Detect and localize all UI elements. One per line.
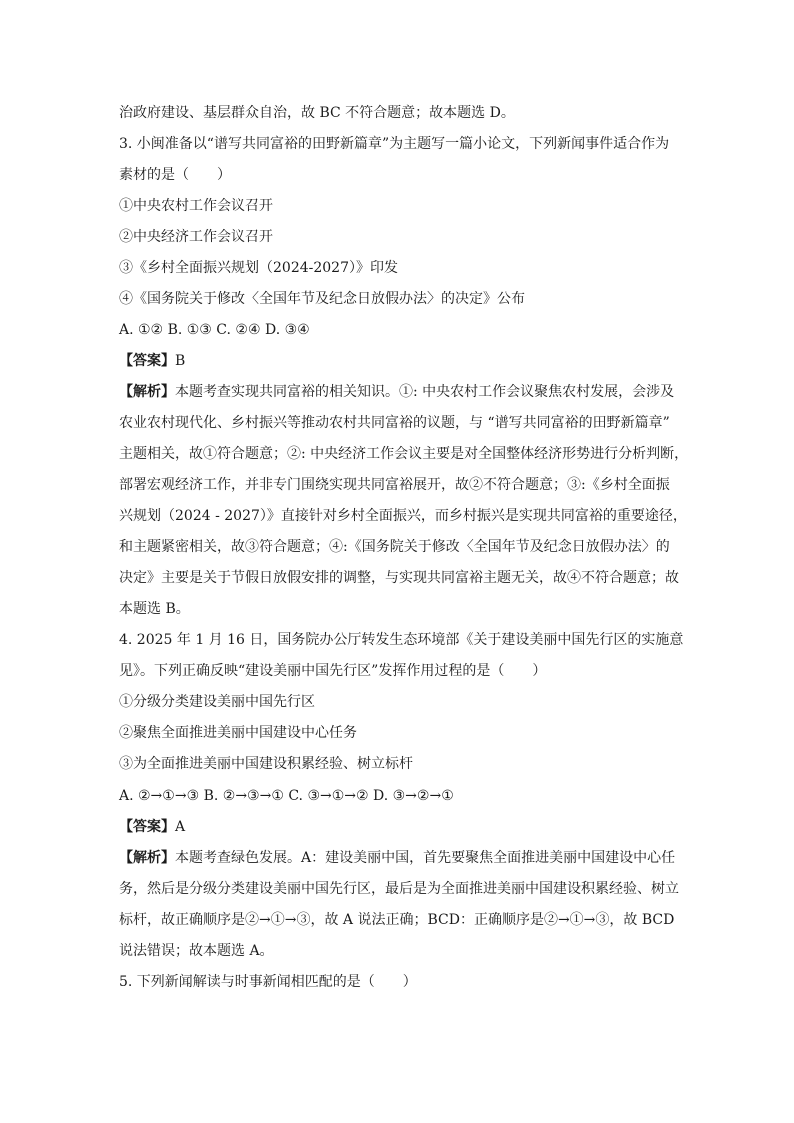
analysis-text: 本题考查实现共同富裕的相关知识。①: 中央农村工作会议聚焦农村发展，会涉及 [175, 384, 675, 400]
text-line: 标杆，故正确顺序是②→①→③，故 A 说法正确；BCD：正确顺序是②→①→③，故 BCD [119, 912, 675, 928]
option-item: ①中央农村工作会议召开 [119, 198, 273, 214]
analysis-label: 【解析】 [119, 850, 175, 866]
option-item: ④《国务院关于修改〈全国年节及纪念日放假办法〉的决定》公布 [119, 291, 525, 307]
text-line: 素材的是（ ） [119, 167, 231, 183]
question-5-stem: 5. 下列新闻解读与时事新闻相匹配的是（ ） [119, 974, 417, 990]
text-line: 见》。下列正确反映“建设美丽中国先行区”发挥作用过程的是（ ） [119, 663, 547, 679]
answer-line [119, 351, 679, 371]
text-line: 治政府建设、基层群众自治，故 BC 不符合题意；故本题选 D。 [119, 105, 515, 121]
text-line: 说法错误；故本题选 A。 [119, 943, 274, 959]
text-line: 务，然后是分级分类建设美丽中国先行区，最后是为全面推进美丽中国建设积累经验、树立 [119, 881, 679, 897]
answer-choices: A. ①② B. ①③ C. ②④ D. ③④ [119, 322, 310, 338]
answer-value: B [175, 353, 186, 369]
answer-value: A [175, 819, 186, 835]
analysis-label: 【解析】 [119, 384, 175, 400]
text-line: 决定》主要是关于节假日放假安排的调整，与实现共同富裕主题无关，故④不符合题意；故 [119, 570, 679, 586]
question-3-stem: 3. 小闽准备以“谱写共同富裕的田野新篇章”为主题写一篇小论文，下列新闻事件适合作为 [119, 136, 670, 152]
text-line: 兴规划（2024 - 2027）》直接针对乡村全面振兴，而乡村振兴是实现共同富裕的重要途径， [119, 508, 687, 524]
option-item: ③为全面推进美丽中国建设积累经验、树立标杆 [119, 756, 413, 772]
answer-label: 【答案】 [119, 819, 175, 835]
answer-choices: A. ②→①→③ B. ②→③→① C. ③→①→② D. ③→②→① [119, 788, 454, 804]
option-item: ②中央经济工作会议召开 [119, 229, 273, 245]
text-line: 本题选 B。 [119, 601, 190, 617]
answer-line [119, 817, 679, 837]
text-line: 和主题紧密相关，故③符合题意；④:《国务院关于修改〈全国年节及纪念日放假办法〉的 [119, 539, 670, 555]
analysis-text: 本题考查绿色发展。A：建设美丽中国，首先要聚焦全面推进美丽中国建设中心任 [175, 850, 676, 866]
option-item: ③《乡村全面振兴规划（2024-2027）》印发 [119, 260, 398, 276]
analysis-line [119, 848, 679, 868]
question-4-stem: 4. 2025 年 1 月 16 日，国务院办公厅转发生态环境部《关于建设美丽中国先行区的实施意 [119, 632, 684, 648]
answer-label: 【答案】 [119, 353, 175, 369]
text-line: 部署宏观经济工作，并非专门围绕实现共同富裕展开，故②不符合题意；③:《乡村全面振 [119, 477, 670, 493]
text-line: 主题相关，故①符合题意；②: 中央经济工作会议主要是对全国整体经济形势进行分析判断， [119, 446, 689, 462]
option-item: ①分级分类建设美丽中国先行区 [119, 694, 315, 710]
analysis-line [119, 382, 679, 402]
option-item: ②聚焦全面推进美丽中国建设中心任务 [119, 725, 357, 741]
text-line: 农业农村现代化、乡村振兴等推动农村共同富裕的议题，与 “谱写共同富裕的田野新篇章” [119, 415, 670, 431]
